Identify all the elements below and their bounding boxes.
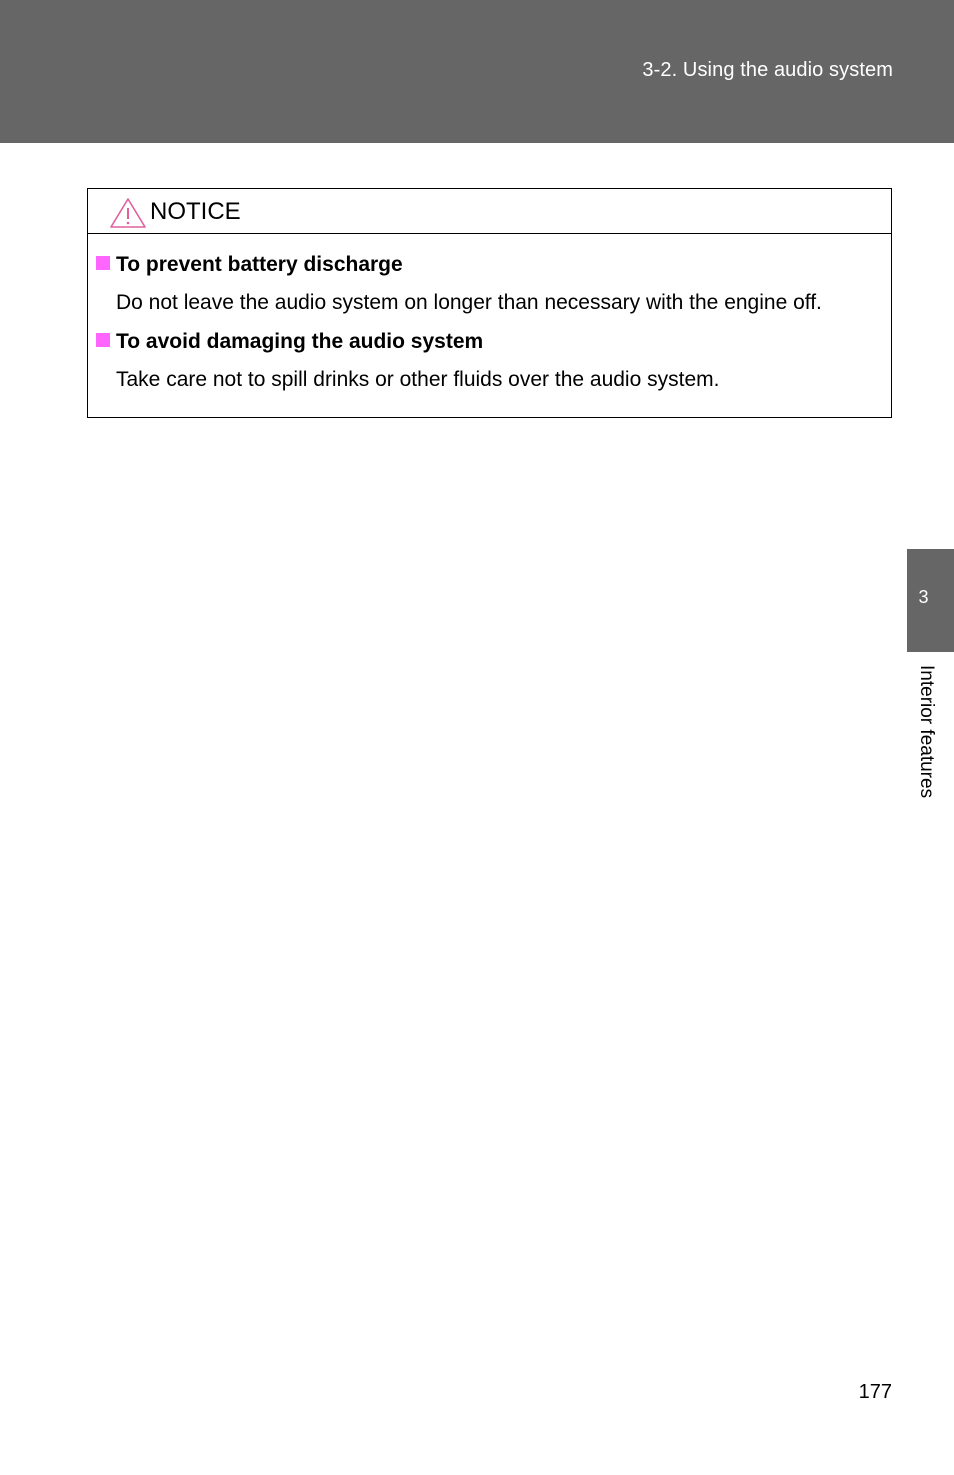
- notice-box: [87, 188, 892, 418]
- warning-triangle-icon: [109, 197, 147, 229]
- chapter-number: 3: [918, 587, 929, 607]
- notice-item-text: Take care not to spill drinks or other fluids over the audio system.: [116, 368, 720, 391]
- chapter-label: Interior features: [916, 665, 937, 799]
- heading-text: To prevent battery discharge: [116, 253, 403, 276]
- section-title: 3-2. Using the audio system: [642, 59, 893, 81]
- notice-label: NOTICE: [150, 198, 241, 225]
- chapter-tab: [907, 549, 954, 652]
- header-bar: [0, 0, 954, 143]
- bullet-square-icon: [96, 256, 110, 270]
- notice-item-heading: [96, 330, 483, 354]
- notice-item-heading: [96, 253, 403, 277]
- page-number: 177: [858, 1381, 892, 1403]
- notice-header: [88, 189, 891, 234]
- heading-text: To avoid damaging the audio system: [116, 330, 484, 353]
- notice-item-text: Do not leave the audio system on longer than necessary with the engine off.: [116, 291, 822, 314]
- bullet-square-icon: [96, 333, 110, 347]
